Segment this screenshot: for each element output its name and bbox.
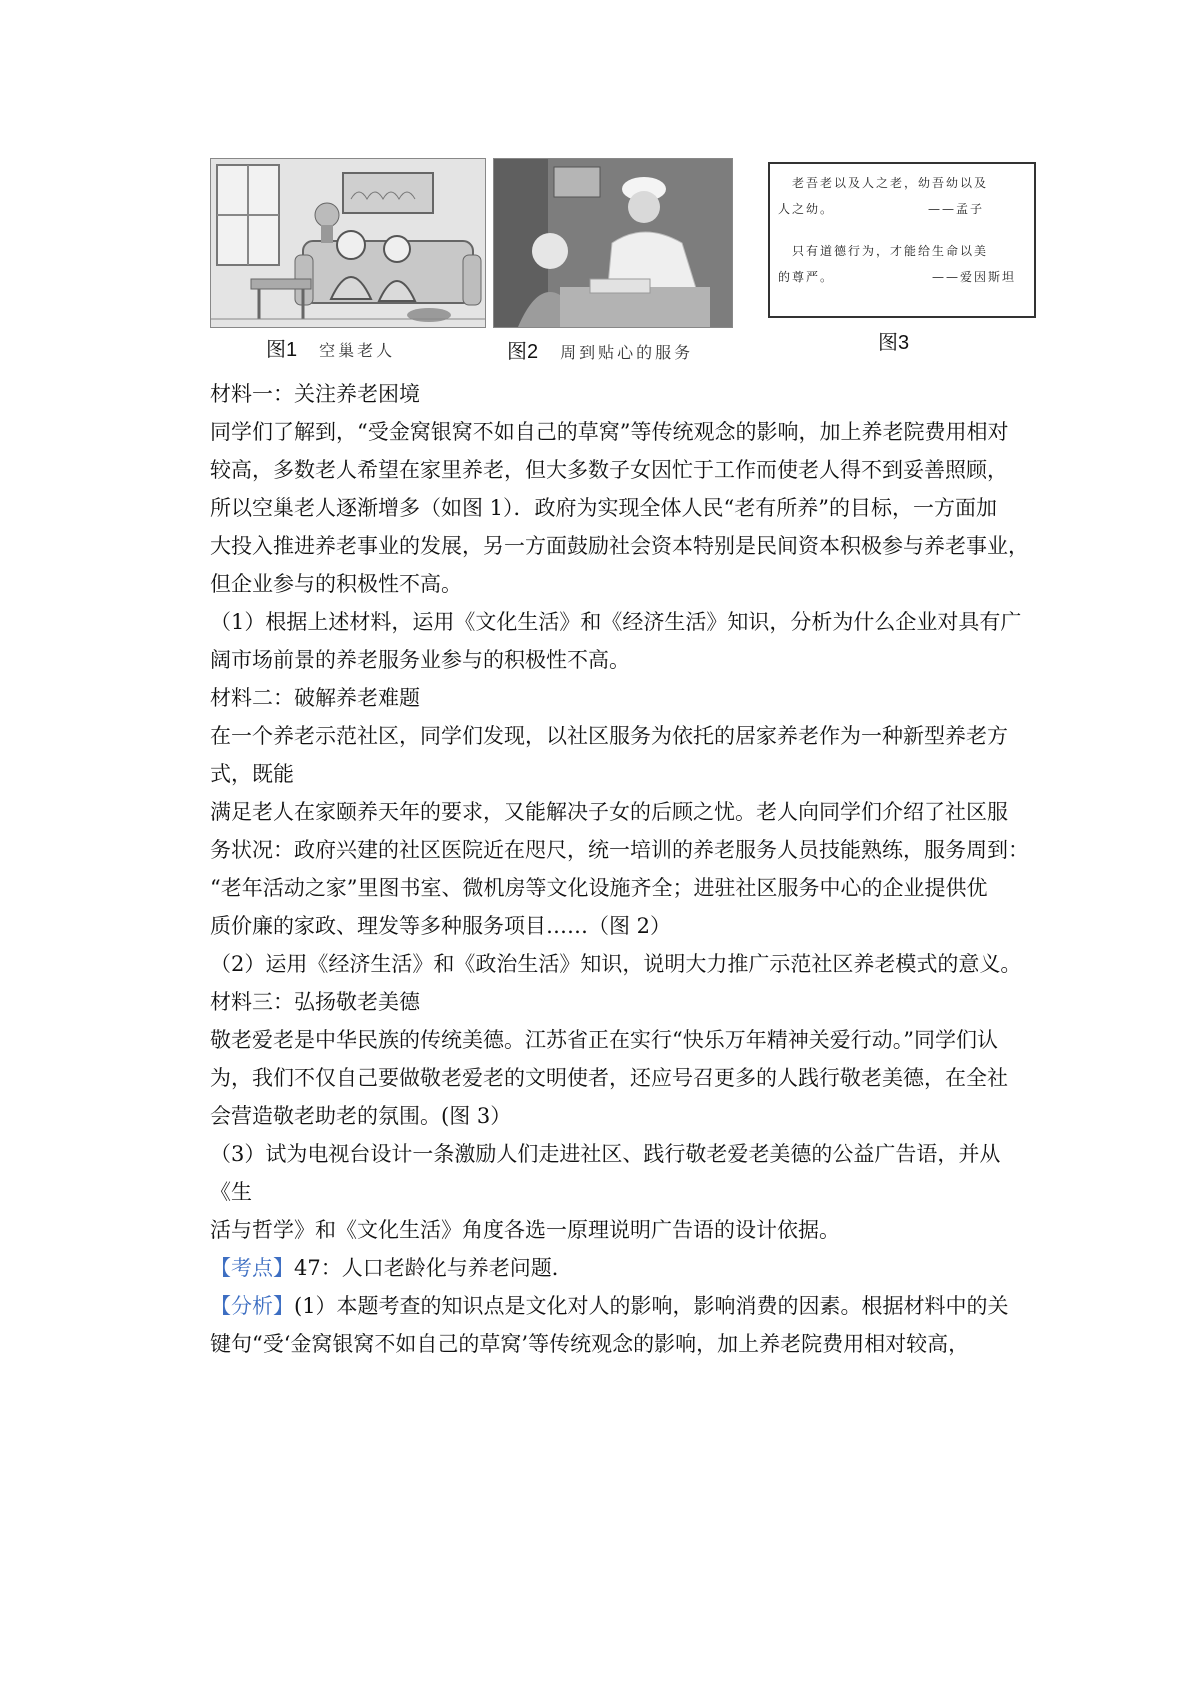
fenxi-tag: 【分析】	[210, 1294, 294, 1318]
material-2-paragraph	[210, 717, 1030, 945]
kaodian-text: 47：人口老龄化与养老问题．	[294, 1256, 573, 1280]
material-2-line: 满足老人在家颐养天年的要求，又能解决子女的后顾之忧。老人向同学们介绍了社区服	[210, 800, 1008, 824]
kaodian-tag: 【考点】	[210, 1256, 294, 1280]
question-3-line: 活与哲学》和《文化生活》角度各选一原理说明广告语的设计依据。	[210, 1218, 840, 1242]
figures-row	[210, 158, 1030, 363]
question-2-line: （2）运用《经济生活》和《政治生活》知识，说明大力推广示范社区养老模式的意义。	[210, 952, 1022, 976]
figure-1-number: 图1	[266, 339, 298, 361]
figure-3-number: 图3	[878, 332, 910, 354]
material-1-line: 所以空巢老人逐渐增多（如图 1）．政府为实现全体人民“老有所养”的目标，一方面加	[210, 496, 998, 520]
material-1-line: 同学们了解到，“受金窝银窝不如自己的草窝”等传统观念的影响，加上养老院费用相对	[210, 420, 1009, 444]
material-1-heading: 材料一：关注养老困境	[210, 382, 420, 406]
material-1-line: 但企业参与的积极性不高。	[210, 572, 462, 596]
fenxi-line-1	[210, 1287, 1030, 1325]
kaodian-section	[210, 1249, 1030, 1287]
figure-2-number: 图2	[507, 341, 539, 363]
quote-2-line-2: 的尊严。	[778, 270, 835, 284]
question-text-body	[210, 375, 1030, 1363]
figure-1-label	[266, 333, 395, 362]
figure-2-image	[493, 158, 733, 328]
figure-1-caption: 空巢老人	[319, 343, 396, 360]
material-2-line: 式，既能	[210, 762, 294, 786]
fenxi-line-1-text: (1）本题考查的知识点是文化对人的影响，影响消费的因素。根据材料中的关	[294, 1294, 1009, 1318]
material-2-line: “老年活动之家”里图书室、微机房等文化设施齐全；进驻社区服务中心的企业提供优	[210, 876, 988, 900]
material-3-line: 为，我们不仅自己要做敬老爱老的文明使者，还应号召更多的人践行敬老美德，在全社	[210, 1066, 1008, 1090]
material-2-line: 在一个养老示范社区，同学们发现，以社区服务为依托的居家养老作为一种新型养老方	[210, 724, 1008, 748]
material-1-line: 较高，多数老人希望在家里养老，但大多数子女因忙于工作而使老人得不到妥善照顾，	[210, 458, 1008, 482]
question-1-line: 阔市场前景的养老服务业参与的积极性不高。	[210, 648, 630, 672]
quote-2-author: ——爱因斯坦	[932, 270, 1017, 284]
question-3-line: （3）试为电视台设计一条激励人们走进社区、践行敬老爱老美德的公益广告语，并从《生	[210, 1142, 1001, 1204]
quote-2-line-1: 只有道德行为，才能给生命以美	[792, 244, 989, 258]
question-1-line: （1）根据上述材料，运用《文化生活》和《经济生活》知识，分析为什么企业对具有广	[210, 610, 1022, 634]
figure-1-image	[210, 158, 486, 328]
figure-3-quote-box	[768, 162, 1036, 318]
caregiver-service-photo	[494, 159, 732, 327]
question-2	[210, 945, 1030, 983]
figure-2-caption: 周到贴心的服务	[560, 345, 694, 362]
material-1-paragraph	[210, 413, 1030, 603]
empty-nest-elderly-illustration	[211, 159, 485, 327]
material-3-heading: 材料三：弘扬敬老美德	[210, 990, 420, 1014]
quote-1-line-1: 老吾老以及人之老，幼吾幼以及	[792, 176, 989, 190]
material-2-line: 质价廉的家政、理发等多种服务项目……（图 2）	[210, 914, 672, 938]
quote-1-line-2: 人之幼。	[778, 202, 835, 216]
question-1	[210, 603, 1030, 679]
material-3-paragraph	[210, 1021, 1030, 1135]
quote-1-author: ——孟子	[928, 202, 985, 216]
question-3	[210, 1135, 1030, 1249]
material-2-line: 务状况：政府兴建的社区医院近在咫尺，统一培训的养老服务人员技能熟练，服务周到：	[210, 838, 1029, 862]
material-1-line: 大投入推进养老事业的发展，另一方面鼓励社会资本特别是民间资本积极参与养老事业，	[210, 534, 1029, 558]
material-2-heading: 材料二：破解养老难题	[210, 686, 420, 710]
figure-3-label	[878, 326, 909, 355]
fenxi-section	[210, 1287, 1030, 1363]
material-3-line: 敬老爱老是中华民族的传统美德。江苏省正在实行“快乐万年精神关爱行动。”同学们认	[210, 1028, 998, 1052]
figure-2-label	[507, 335, 693, 364]
fenxi-line-2: 键句“受‘金窝银窝不如自己的草窝’等传统观念的影响，加上养老院费用相对较高，	[210, 1332, 970, 1356]
material-3-line: 会营造敬老助老的氛围。(图 3）	[210, 1104, 512, 1128]
